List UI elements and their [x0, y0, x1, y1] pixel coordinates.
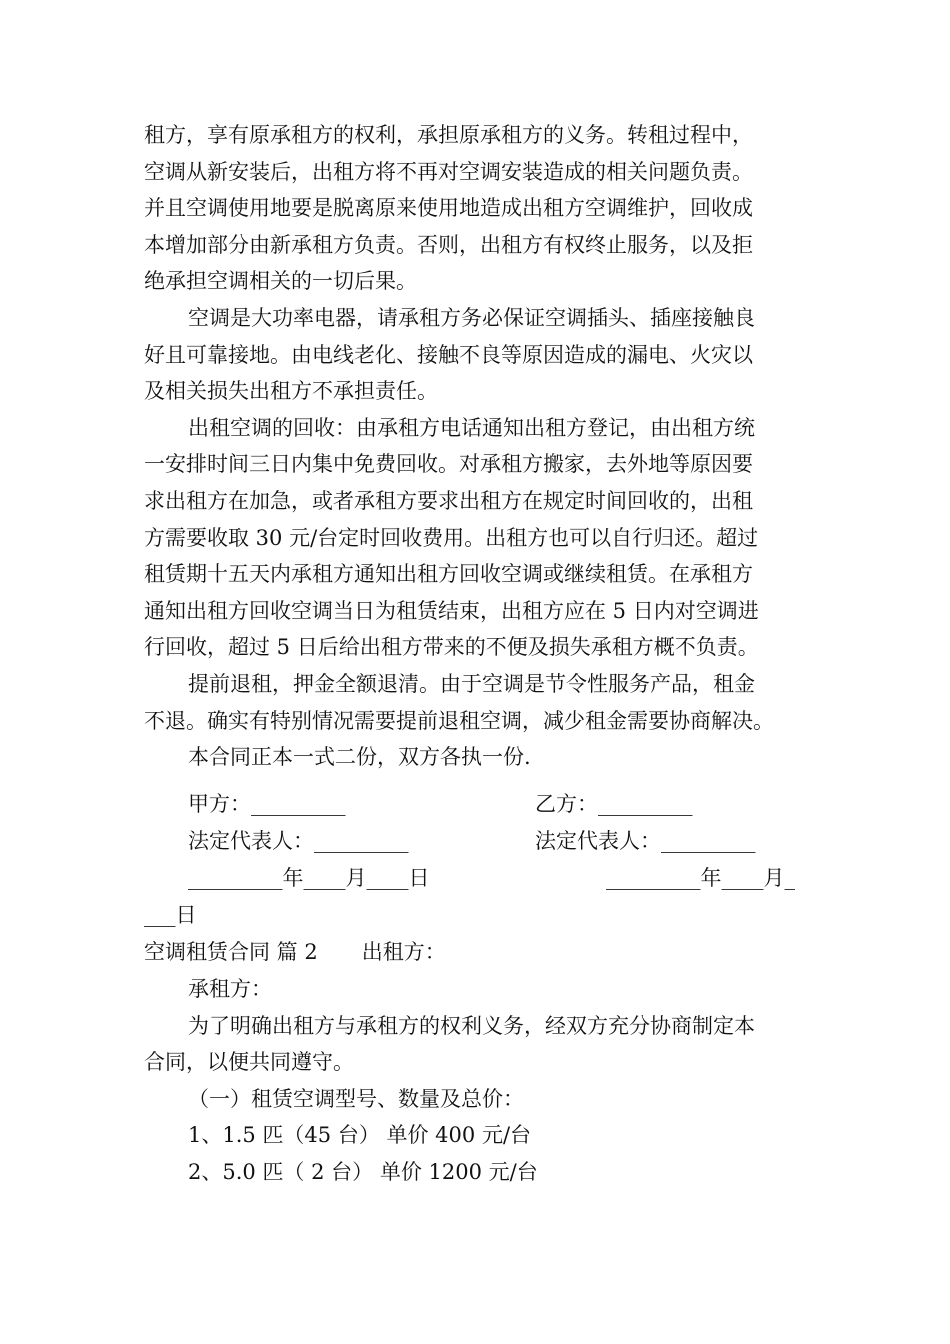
clause-title: （一）租赁空调型号、数量及总价： [188, 1086, 524, 1111]
text-line: 好且可靠接地。由电线老化、接触不良等原因造成的漏电、火灾以 [144, 342, 753, 367]
text-line: 并且空调使用地要是脱离原来使用地造成出租方空调维护，回收成 [144, 196, 753, 221]
text-line: 本增加部分由新承租方负责。否则，出租方有权终止服务，以及拒 [144, 232, 753, 257]
text-line: 本合同正本一式二份，双方各执一份. [188, 745, 531, 770]
text-line: 通知出租方回收空调当日为租赁结束，出租方应在 5 日内对空调进 [144, 598, 759, 623]
text-line: 出租空调的回收：由承租方电话通知出租方登记，由出租方统 [188, 415, 755, 440]
item-line: 1、1.5 匹（45 台） 单价 400 元/台 [188, 1123, 532, 1148]
lessee-label: 承租方： [188, 977, 272, 1001]
rep-b-label: 法定代表人：_________ [535, 829, 756, 853]
paragraph-block-1 [144, 117, 814, 776]
date-b-wrap: ___日 [144, 903, 197, 927]
signature-rep-row [0, 823, 950, 860]
date-b-label: _________年____月_ [606, 866, 795, 890]
text-line: 租方，享有原承租方的权利，承担原承租方的义务。转租过程中， [144, 123, 753, 147]
lessor-label: 出租方： [361, 940, 446, 964]
signature-date-row [0, 860, 950, 897]
text-line: 提前退租，押金全额退清。由于空调是节令性服务产品，租金 [188, 671, 755, 696]
text-line: 一安排时间三日内集中免费回收。对承租方搬家，去外地等原因要 [144, 452, 753, 477]
section2-body [144, 971, 814, 1191]
date-a-label: _________年____月____日 [188, 866, 430, 890]
text-line: 空调从新安装后，出租方将不再对空调安装造成的相关问题负责。 [144, 159, 753, 184]
party-b-label: 乙方：_________ [535, 792, 693, 816]
text-line: 为了明确出租方与承租方的权利义务，经双方充分协商制定本 [188, 1013, 755, 1038]
party-a-label: 甲方：_________ [188, 792, 346, 816]
text-line: 合同，以便共同遵守。 [144, 1050, 354, 1075]
text-line: 不退。确实有特别情况需要提前退租空调，减少租金需要协商解决。 [144, 708, 774, 733]
text-line: 行回收，超过 5 日后给出租方带来的不便及损失承租方概不负责。 [144, 635, 759, 660]
text-line: 租赁期十五天内承租方通知出租方回收空调或继续租赁。在承租方 [144, 562, 753, 587]
text-line: 方需要收取 30 元/台定时回收费用。出租方也可以自行归还。超过 [144, 525, 759, 550]
signature-date-wrap-row [0, 897, 950, 934]
text-line: 求出租方在加急，或者承租方要求出租方在规定时间回收的，出租 [144, 488, 753, 513]
text-line: 绝承担空调相关的一切后果。 [144, 269, 417, 294]
section2-title: 空调租赁合同 篇 2 [144, 940, 318, 964]
text-line: 空调是大功率电器，请承租方务必保证空调插头、插座接触良 [188, 305, 755, 330]
signature-party-row [0, 786, 950, 823]
text-line: 及相关损失出租方不承担责任。 [144, 379, 438, 404]
section2-heading [144, 934, 446, 971]
rep-a-label: 法定代表人：_________ [188, 829, 409, 853]
item-line: 2、5.0 匹（ 2 台） 单价 1200 元/台 [188, 1159, 538, 1184]
